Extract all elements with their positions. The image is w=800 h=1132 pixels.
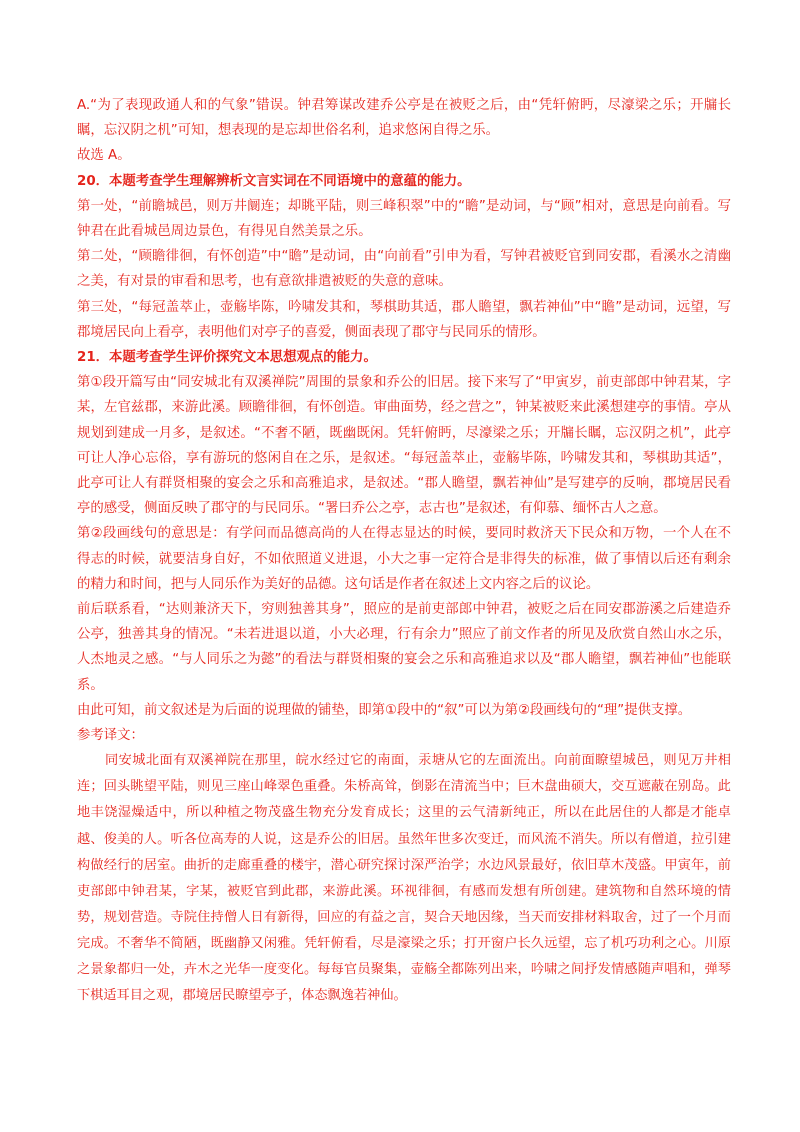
q21-conclusion: 由此可知，前文叙述是为后面的说理做的铺垫，即第①段中的“叙”可以为第②段画线句的“理”提供支撑。 (77, 702, 692, 718)
document-page (77, 93, 731, 1009)
reference-translation: 同安城北面有双溪禅院在那里，皖水经过它的南面，汞塘从它的左面流出。向前面瞭望城邑，则见万井相连；回头眺望平陆，则见三座山峰翠色重叠。朱桥高耸，倒影在清流当中；巨木盘曲硕大，交互遮蔽在别岛。此地丰饶湿燥适中，所以种植之物茂盛生物充分发育成长；这里的云气清新纯正，所以在此居住的人都是才能卓越、俊美的人。听各位高寿的人说，这是乔公的旧居。虽然年世多次变迁，而风流不消失。所以有僧道，拉引建构做经行的居室。曲折的走廊重叠的楼宇，潜心研究探讨深严治学；水边风景最好，依旧草木茂盛。甲寅年，前吏部郎中钟君某，字某，被贬官到此郡，来游此溪。环视徘徊，有感而发想有所创建。建筑物和自然环境的情势，规划营造。寺院住持僧人日有新得，回应的有益之言，契合天地因缘，当天而安排材料取舍，过了一个月而完成。不奢华不简陋，既幽静又闲雅。凭轩俯看，尽是濠梁之乐；打开窗户长久远望，忘了机巧功利之心。川原之景象都归一处，卉木之光华一度变化。每每官员聚集，壶觞全都陈列出来，吟啸之间抒发情感随声唱和，弹琴下棋适耳目之观，郡境居民瞭望亭子，体态飘逸若神仙。 (77, 753, 731, 1004)
q20-point-2: 第二处，“顾瞻徘徊，有怀创造”中“瞻”是动词，由“向前看”引申为看，写钟君被贬官到同安郡，看溪水之清幽之美，有对景的审看和思考，也有意欲排遣被贬的失意的意味。 (77, 249, 731, 290)
q21-paragraph-1: 第①段开篇写由“同安城北有双溪禅院”周围的景象和乔公的旧居。接下来写了“甲寅岁，前吏部郎中钟君某，字某，左官兹郡，来游此溪。顾瞻徘徊，有怀创造。审曲面势，经之营之”，钟某被贬来此溪想建亭的事情。亭从规划到建成一月多，是叙述。“不奢不陋，既幽既闲。凭轩俯眄，尽濠梁之乐；开牖长瞩，忘汉阴之机”，此亭可让人净心忘俗，享有游玩的悠闲自在之乐，是叙述。“每冠盖萃止，壶觞毕陈，吟啸发其和，琴棋助其适”，此亭可让人有群贤相聚的宴会之乐和高雅追求，是叙述。“郡人瞻望，飘若神仙”是写建亭的反响，郡境居民看亭的感受，侧面反映了郡守的与民同乐。“署曰乔公之亭，志古也”是叙述，有仰慕、缅怀古人之意。 (77, 375, 731, 517)
question-20-heading: 20．本题考查学生理解辨析文言实词在不同语境中的意蕴的能力。 (77, 173, 471, 189)
q20-point-1: 第一处，“前瞻城邑，则万井阛连；却眺平陆，则三峰积翠”中的“瞻”是动词，与“顾”相对，意思是向前看。写钟君在此看城邑周边景色，有得见自然美景之乐。 (77, 198, 731, 240)
q21-paragraph-2: 第②段画线句的意思是：有学问而品德高尚的人在得志显达的时候，要同时救济天下民众和万物，一个人在不得志的时候，就要洁身自好，不如依照道义进退，小大之事一定符合是非得失的标准，做了事情以后还有剩余的精力和时间，把与人同乐作为美好的品德。这句话是作者在叙述上文内容之后的议论。 (77, 526, 731, 592)
q20-point-3: 第三处，“每冠盖萃止，壶觞毕陈，吟啸发其和，琴棋助其适，郡人瞻望，飘若神仙”中“瞻”是动词，远望，写郡境居民向上看亭，表明他们对亭子的喜爱，侧面表现了郡守与民同乐的情形。 (77, 299, 731, 340)
translation-heading: 参考译文： (77, 728, 144, 744)
question-21-heading: 21．本题考查学生评价探究文本思想观点的能力。 (77, 350, 377, 366)
q21-paragraph-3: 前后联系看，“达则兼济天下，穷则独善其身”，照应的是前吏部郎中钟君，被贬之后在同安郡游溪之后建造乔公亭，独善其身的情况。“未若进退以道，小大必理，行有余力”照应了前文作者的所见及欣赏自然山水之乐，人杰地灵之感。“与人同乐之为懿”的看法与群贤相聚的宴会之乐和高雅追求以及“郡人瞻望，飘若神仙”也能联系。 (77, 602, 731, 693)
answer-choice: 故选 A。 (77, 148, 131, 164)
answer-a-explanation: A.“为了表现政通人和的气象”错误。钟君筹谋改建乔公亭是在被贬之后，由“凭轩俯眄，尽濠梁之乐；开牖长瞩，忘汉阴之机”可知，想表现的是忘却世俗名利，追求悠闲自得之乐。 (77, 98, 731, 139)
